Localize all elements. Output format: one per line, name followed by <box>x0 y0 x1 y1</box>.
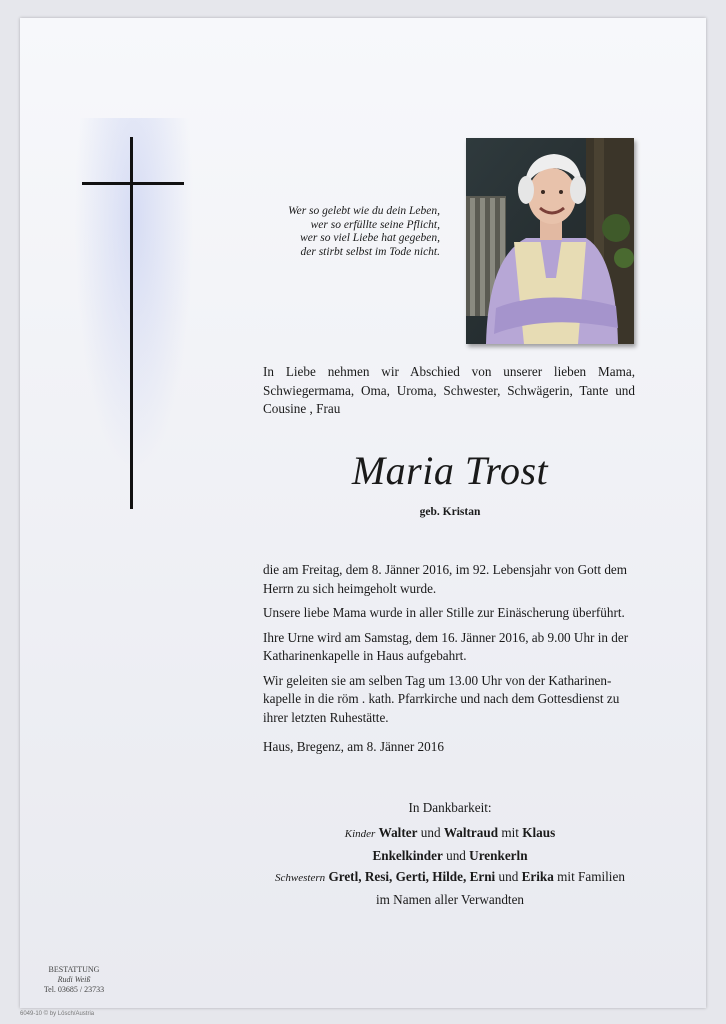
paragraph-death: die am Freitag, dem 8. Jänner 2016, im 92. Lebensjahr von Gott dem Herrn zu sich heimgeholt wurde. <box>263 562 628 596</box>
birth-name: geb. Kristan <box>419 506 481 518</box>
portrait-image <box>466 138 634 344</box>
child-name: Waltraud <box>443 825 499 840</box>
undertaker-phone: Tel. 03685 / 23733 <box>43 985 105 994</box>
connector: und <box>498 869 519 884</box>
mourners-lead: In Dankbarkeit: <box>408 800 492 815</box>
undertaker-stamp <box>34 965 114 995</box>
place-date: Haus, Bregenz, am 8. Jänner 2016 <box>263 739 444 754</box>
poem-line: der stirbt selbst im Tode nicht. <box>300 245 440 258</box>
connector: mit <box>501 825 519 840</box>
sister-names: Gretl, Resi, Gerti, Hilde, Erni <box>328 869 496 884</box>
child-name: Walter <box>378 825 418 840</box>
deceased-name: Maria Trost <box>351 448 549 493</box>
poem-line: wer so viel Liebe hat gegeben, <box>300 232 440 244</box>
announcement-body <box>263 561 635 733</box>
poem-line: wer so erfüllte seine Pflicht, <box>310 218 440 231</box>
portrait-photo <box>466 138 634 344</box>
cross-glow <box>64 118 204 518</box>
connector: und <box>446 848 466 863</box>
paragraph-urn: Ihre Urne wird am Samstag, dem 16. Jänner 2016, ab 9.00 Uhr in der Katharinenkapelle in Haus aufgebahrt. <box>263 629 629 663</box>
connector: und <box>420 825 441 840</box>
cross-icon-horizontal <box>82 182 184 185</box>
great-grandchildren: Urenkerln <box>469 848 528 863</box>
mourners-list <box>240 797 660 910</box>
child-name: Klaus <box>522 825 556 840</box>
children-label: Kinder <box>344 828 376 840</box>
mourners-closing: im Namen aller Verwandten <box>375 892 525 907</box>
grandchildren: Enkelkinder <box>372 848 443 863</box>
print-footnote: 6049-10 © by Lösch/Austria <box>20 1011 95 1017</box>
cross-icon-vertical <box>130 137 133 509</box>
mourners-grandchildren <box>240 845 660 866</box>
mourners-sisters <box>240 866 660 889</box>
memorial-poem <box>240 205 440 259</box>
with-families: mit Familien <box>557 869 625 884</box>
undertaker-title: BESTATTUNG <box>48 965 100 974</box>
intro-text: In Liebe nehmen wir Abschied von unserer lieben Mama, Schwiegermama, Oma, Uroma, Schwester, Schwägerin, Tante und Cousine , Frau <box>263 364 635 416</box>
paragraph-cremation: Unsere liebe Mama wurde in aller Stille zur Einäscherung überführt. <box>263 605 625 620</box>
mourners-children <box>240 822 660 845</box>
paragraph-funeral: Wir geleiten sie am selben Tag um 13.00 Uhr von der Katharinen- kapelle in die röm . kath. Pfarrkirche und nach dem Gottesdienst zu ihrer letzten Ruhestätte. <box>263 672 620 725</box>
sister-name: Erika <box>521 869 554 884</box>
sisters-label: Schwestern <box>275 872 326 884</box>
poem-line: Wer so gelebt wie du dein Leben, <box>288 205 440 217</box>
undertaker-name: Rudi Weiß <box>57 975 91 984</box>
